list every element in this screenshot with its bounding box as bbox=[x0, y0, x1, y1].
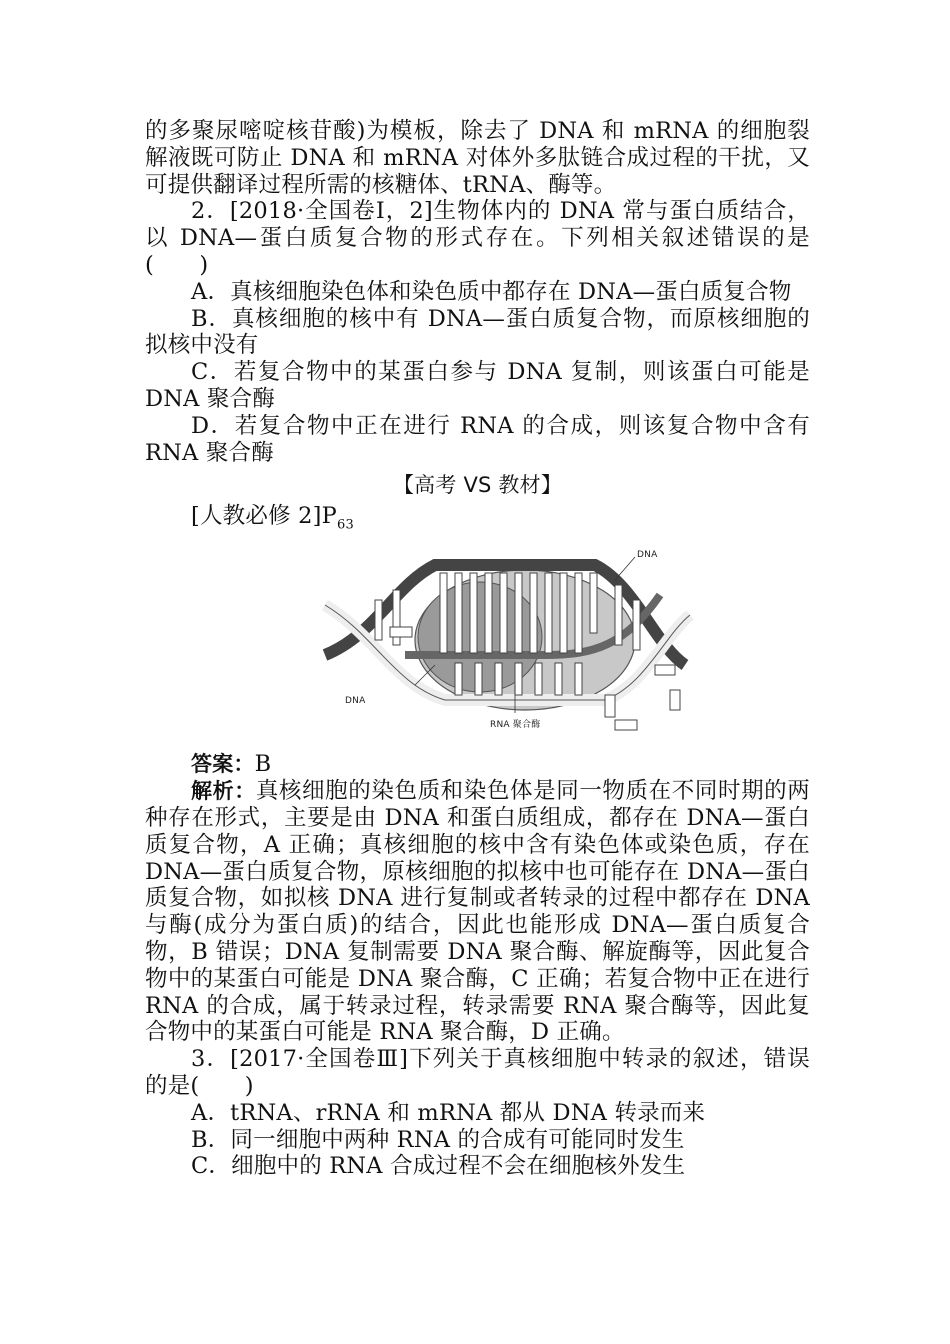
document-page bbox=[145, 118, 810, 1180]
question-2-option-b: B．真核细胞的核中有 DNA—蛋白质复合物，而原核细胞的拟核中没有 bbox=[145, 305, 810, 359]
transcription-diagram bbox=[315, 545, 695, 745]
rna-polymerase-label: RNA 聚合酶 bbox=[490, 720, 541, 731]
answer-value: B bbox=[254, 751, 272, 778]
question-3-stem: 3．[2017·全国卷Ⅲ]下列关于真核细胞中转录的叙述，错误的是( ) bbox=[145, 1046, 810, 1100]
question-2-option-d: D．若复合物中正在进行 RNA 的合成，则该复合物中含有 RNA 聚合酶 bbox=[145, 412, 810, 466]
section-title: 【高考 VS 教材】 bbox=[392, 473, 563, 498]
textbook-reference bbox=[191, 503, 810, 539]
dna-label-left: DNA bbox=[345, 696, 366, 707]
question-2-option-c: C．若复合物中的某蛋白参与 DNA 复制，则该蛋白可能是 DNA 聚合酶 bbox=[145, 359, 810, 412]
textbook-reference-text: [人教必修 2]P bbox=[191, 503, 337, 530]
question-3-option-c: C．细胞中的 RNA 合成过程不会在细胞核外发生 bbox=[191, 1153, 686, 1180]
question-3-option-a: A．tRNA、rRNA 和 mRNA 都从 DNA 转录而来 bbox=[191, 1099, 706, 1126]
transcription-diagram-svg bbox=[315, 545, 695, 745]
question-3-option-b: B．同一细胞中两种 RNA 的合成有可能同时发生 bbox=[191, 1126, 685, 1153]
analysis-paragraph bbox=[145, 778, 810, 1046]
answer-line bbox=[145, 751, 810, 778]
continuation-paragraph: 的多聚尿嘧啶核苷酸)为模板，除去了 DNA 和 mRNA 的细胞裂解液既可防止 DNA 和 mRNA 对体外多肽链合成过程的干扰，又可提供翻译过程所需的核糖体、tRNA、酶等。 bbox=[145, 118, 810, 198]
question-2-option-a: A．真核细胞染色体和染色质中都存在 DNA—蛋白质复合物 bbox=[191, 278, 792, 305]
question-2-stem: 2．[2018·全国卷Ⅰ，2]生物体内的 DNA 常与蛋白质结合，以 DNA—蛋白质复合物的形式存在。下列相关叙述错误的是( ) bbox=[145, 198, 810, 278]
dna-label-top: DNA bbox=[637, 550, 658, 561]
analysis-text: 真核细胞的染色质和染色体是同一物质在不同时期的两种存在形式，主要是由 DNA 和蛋白质组成，都存在 DNA—蛋白质复合物，A 正确；真核细胞的核中含有染色体或染色质，存在 DNA—蛋白质复合物，原核细胞的拟核中也可能存在 DNA—蛋白质复合物，如拟核 DNA 进行复制或者转录的过程中都存在 DNA 与酶(成分为蛋白质)的结合，因此也能形成 DNA—蛋白质复合物，B 错误；DNA 复制需要 DNA 聚合酶、解旋酶等，因此复合物中的某蛋白可能是 DNA 聚合酶，C 正确；若复合物中正在进行 RNA 的合成，属于转录过程，转录需要 RNA 聚合酶等，因此复合物中的某蛋白可能是 RNA 聚合酶，D 正确。 bbox=[145, 778, 810, 1046]
textbook-reference-page: 63 bbox=[336, 517, 354, 533]
answer-label: 答案： bbox=[191, 752, 255, 777]
analysis-label: 解析： bbox=[191, 779, 256, 804]
